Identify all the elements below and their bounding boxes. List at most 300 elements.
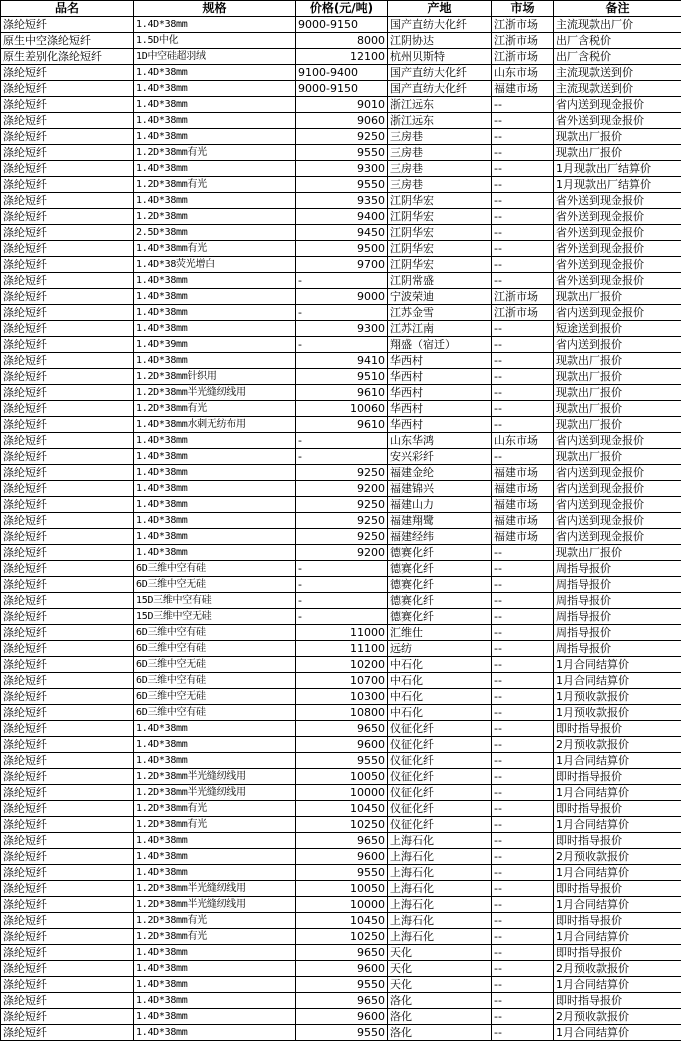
spec-cell: 1.2D*38mm有光 bbox=[134, 801, 296, 817]
market-cell: -- bbox=[492, 769, 554, 785]
market-cell: -- bbox=[492, 145, 554, 161]
table-row bbox=[1, 273, 681, 289]
origin-cell: 江阴华宏 bbox=[388, 225, 492, 241]
spec-cell: 1.4D*39mm bbox=[134, 337, 296, 353]
table-row bbox=[1, 593, 681, 609]
spec-cell: 1.4D*38mm bbox=[134, 513, 296, 529]
product-cell: 涤纶短纤 bbox=[1, 241, 134, 257]
spec-cell: 15D三维中空无硅 bbox=[134, 609, 296, 625]
table-row bbox=[1, 961, 681, 977]
table-row bbox=[1, 417, 681, 433]
table-row bbox=[1, 385, 681, 401]
table-row bbox=[1, 81, 681, 97]
remark-cell: 省外送到现金报价 bbox=[554, 273, 681, 289]
table-row bbox=[1, 625, 681, 641]
price-cell: 9250 bbox=[296, 465, 388, 481]
spec-cell: 1.4D*38mm bbox=[134, 465, 296, 481]
remark-cell: 现款出厂报价 bbox=[554, 145, 681, 161]
product-cell: 涤纶短纤 bbox=[1, 705, 134, 721]
spec-cell: 6D三维中空有硅 bbox=[134, 673, 296, 689]
market-cell: -- bbox=[492, 449, 554, 465]
remark-cell: 即时指导报价 bbox=[554, 721, 681, 737]
spec-cell: 1.4D*38mm bbox=[134, 849, 296, 865]
table-row bbox=[1, 513, 681, 529]
spec-cell: 1.4D*38mm bbox=[134, 353, 296, 369]
table-row bbox=[1, 497, 681, 513]
table-row bbox=[1, 1009, 681, 1025]
origin-cell: 天化 bbox=[388, 977, 492, 993]
remark-cell: 现款出厂报价 bbox=[554, 289, 681, 305]
product-cell: 涤纶短纤 bbox=[1, 769, 134, 785]
remark-cell: 周指导报价 bbox=[554, 577, 681, 593]
price-cell: 9300 bbox=[296, 161, 388, 177]
price-cell: 9410 bbox=[296, 353, 388, 369]
price-cell: 10800 bbox=[296, 705, 388, 721]
table-row bbox=[1, 305, 681, 321]
origin-cell: 仪征化纤 bbox=[388, 801, 492, 817]
product-cell: 涤纶短纤 bbox=[1, 753, 134, 769]
spec-cell: 1.2D*38mm有光 bbox=[134, 929, 296, 945]
remark-cell: 省内送到现金报价 bbox=[554, 497, 681, 513]
header-remark: 备注 bbox=[554, 1, 681, 17]
spec-cell: 1.2D*38mm半光缝纫线用 bbox=[134, 385, 296, 401]
remark-cell: 省内送到现金报价 bbox=[554, 97, 681, 113]
remark-cell: 1月合同结算价 bbox=[554, 897, 681, 913]
price-cell: 9450 bbox=[296, 225, 388, 241]
remark-cell: 出厂含税价 bbox=[554, 49, 681, 65]
table-row bbox=[1, 769, 681, 785]
spec-cell: 6D三维中空有硅 bbox=[134, 641, 296, 657]
price-cell: 9000 bbox=[296, 289, 388, 305]
remark-cell: 1月合同结算价 bbox=[554, 929, 681, 945]
price-cell: - bbox=[296, 433, 388, 449]
price-cell: 9600 bbox=[296, 737, 388, 753]
origin-cell: 中石化 bbox=[388, 657, 492, 673]
market-cell: -- bbox=[492, 1025, 554, 1041]
market-cell: -- bbox=[492, 113, 554, 129]
table-row bbox=[1, 257, 681, 273]
market-cell: -- bbox=[492, 161, 554, 177]
remark-cell: 1月合同结算价 bbox=[554, 785, 681, 801]
table-row bbox=[1, 689, 681, 705]
table-row bbox=[1, 737, 681, 753]
price-cell: 9610 bbox=[296, 385, 388, 401]
remark-cell: 省外送到现金报价 bbox=[554, 193, 681, 209]
price-cell: 9700 bbox=[296, 257, 388, 273]
price-cell: 9550 bbox=[296, 177, 388, 193]
spec-cell: 1.4D*38mm bbox=[134, 865, 296, 881]
spec-cell: 1.4D*38mm bbox=[134, 289, 296, 305]
table-row bbox=[1, 609, 681, 625]
origin-cell: 天化 bbox=[388, 961, 492, 977]
market-cell: -- bbox=[492, 1009, 554, 1025]
product-cell: 涤纶短纤 bbox=[1, 337, 134, 353]
price-cell: 9200 bbox=[296, 481, 388, 497]
origin-cell: 宁波荣迪 bbox=[388, 289, 492, 305]
spec-cell: 1.4D*38mm bbox=[134, 993, 296, 1009]
product-cell: 涤纶短纤 bbox=[1, 577, 134, 593]
product-cell: 涤纶短纤 bbox=[1, 529, 134, 545]
origin-cell: 华西村 bbox=[388, 369, 492, 385]
remark-cell: 1月现款出厂结算价 bbox=[554, 177, 681, 193]
market-cell: -- bbox=[492, 577, 554, 593]
remark-cell: 省外送到现金报价 bbox=[554, 257, 681, 273]
origin-cell: 仪征化纤 bbox=[388, 753, 492, 769]
table-row bbox=[1, 289, 681, 305]
market-cell: -- bbox=[492, 193, 554, 209]
table-row bbox=[1, 337, 681, 353]
origin-cell: 安兴彩纤 bbox=[388, 449, 492, 465]
product-cell: 涤纶短纤 bbox=[1, 17, 134, 33]
product-cell: 涤纶短纤 bbox=[1, 945, 134, 961]
table-row bbox=[1, 881, 681, 897]
table-row bbox=[1, 673, 681, 689]
remark-cell: 短途送到报价 bbox=[554, 321, 681, 337]
market-cell: 福建市场 bbox=[492, 465, 554, 481]
remark-cell: 即时指导报价 bbox=[554, 833, 681, 849]
origin-cell: 德赛化纤 bbox=[388, 577, 492, 593]
table-row bbox=[1, 369, 681, 385]
spec-cell: 1.4D*38mm bbox=[134, 1025, 296, 1041]
product-cell: 涤纶短纤 bbox=[1, 625, 134, 641]
remark-cell: 主流现款出厂价 bbox=[554, 17, 681, 33]
remark-cell: 即时指导报价 bbox=[554, 913, 681, 929]
table-row bbox=[1, 929, 681, 945]
origin-cell: 华西村 bbox=[388, 353, 492, 369]
origin-cell: 汇维仕 bbox=[388, 625, 492, 641]
product-cell: 涤纶短纤 bbox=[1, 721, 134, 737]
product-cell: 涤纶短纤 bbox=[1, 849, 134, 865]
price-cell: - bbox=[296, 305, 388, 321]
table-row bbox=[1, 17, 681, 33]
origin-cell: 三房巷 bbox=[388, 161, 492, 177]
price-cell: 9060 bbox=[296, 113, 388, 129]
market-cell: -- bbox=[492, 705, 554, 721]
spec-cell: 1.2D*38mm有光 bbox=[134, 177, 296, 193]
product-cell: 涤纶短纤 bbox=[1, 1025, 134, 1041]
product-cell: 涤纶短纤 bbox=[1, 897, 134, 913]
market-cell: -- bbox=[492, 561, 554, 577]
market-cell: -- bbox=[492, 321, 554, 337]
spec-cell: 1.4D*38mm有光 bbox=[134, 241, 296, 257]
table-row bbox=[1, 865, 681, 881]
origin-cell: 福建锦兴 bbox=[388, 481, 492, 497]
market-cell: -- bbox=[492, 97, 554, 113]
remark-cell: 1月合同结算价 bbox=[554, 1025, 681, 1041]
price-cell: 9510 bbox=[296, 369, 388, 385]
price-cell: - bbox=[296, 593, 388, 609]
spec-cell: 1.2D*38mm有光 bbox=[134, 817, 296, 833]
table-row bbox=[1, 529, 681, 545]
market-cell: -- bbox=[492, 865, 554, 881]
origin-cell: 国产直纺大化纤 bbox=[388, 81, 492, 97]
price-cell: 9650 bbox=[296, 993, 388, 1009]
price-cell: 9550 bbox=[296, 977, 388, 993]
remark-cell: 省内送到现金报价 bbox=[554, 465, 681, 481]
table-row bbox=[1, 561, 681, 577]
origin-cell: 上海石化 bbox=[388, 929, 492, 945]
origin-cell: 江苏金雪 bbox=[388, 305, 492, 321]
remark-cell: 省外送到现金报价 bbox=[554, 241, 681, 257]
price-cell: 9600 bbox=[296, 961, 388, 977]
origin-cell: 杭州贝斯特 bbox=[388, 49, 492, 65]
market-cell: -- bbox=[492, 225, 554, 241]
market-cell: -- bbox=[492, 593, 554, 609]
remark-cell: 1月合同结算价 bbox=[554, 657, 681, 673]
spec-cell: 1.2D*38mm半光缝纫线用 bbox=[134, 785, 296, 801]
spec-cell: 6D三维中空有硅 bbox=[134, 705, 296, 721]
remark-cell: 现款出厂报价 bbox=[554, 385, 681, 401]
price-cell: 9500 bbox=[296, 241, 388, 257]
price-cell: 9250 bbox=[296, 129, 388, 145]
table-row bbox=[1, 481, 681, 497]
market-cell: 福建市场 bbox=[492, 497, 554, 513]
product-cell: 涤纶短纤 bbox=[1, 65, 134, 81]
spec-cell: 1.4D*38mm bbox=[134, 273, 296, 289]
origin-cell: 德赛化纤 bbox=[388, 561, 492, 577]
market-cell: 福建市场 bbox=[492, 81, 554, 97]
market-cell: -- bbox=[492, 833, 554, 849]
market-cell: -- bbox=[492, 337, 554, 353]
remark-cell: 省外送到现金报价 bbox=[554, 113, 681, 129]
product-cell: 涤纶短纤 bbox=[1, 513, 134, 529]
origin-cell: 浙江远东 bbox=[388, 97, 492, 113]
spec-cell: 1.4D*38mm bbox=[134, 65, 296, 81]
table-row bbox=[1, 817, 681, 833]
remark-cell: 现款出厂报价 bbox=[554, 417, 681, 433]
spec-cell: 1.4D*38mm bbox=[134, 17, 296, 33]
table-row bbox=[1, 449, 681, 465]
market-cell: -- bbox=[492, 849, 554, 865]
market-cell: 山东市场 bbox=[492, 65, 554, 81]
price-cell: 10250 bbox=[296, 929, 388, 945]
remark-cell: 主流现款送到价 bbox=[554, 65, 681, 81]
price-cell: 10050 bbox=[296, 769, 388, 785]
price-cell: 10250 bbox=[296, 817, 388, 833]
spec-cell: 2.5D*38mm bbox=[134, 225, 296, 241]
table-row bbox=[1, 641, 681, 657]
product-cell: 涤纶短纤 bbox=[1, 913, 134, 929]
origin-cell: 江苏江南 bbox=[388, 321, 492, 337]
remark-cell: 1月现款出厂结算价 bbox=[554, 161, 681, 177]
spec-cell: 1.4D*38mm bbox=[134, 129, 296, 145]
market-cell: -- bbox=[492, 257, 554, 273]
table-row bbox=[1, 721, 681, 737]
price-cell: 9650 bbox=[296, 833, 388, 849]
product-cell: 涤纶短纤 bbox=[1, 865, 134, 881]
spec-cell: 1.4D*38mm bbox=[134, 529, 296, 545]
remark-cell: 省内送到现金报价 bbox=[554, 513, 681, 529]
spec-cell: 1.4D*38mm bbox=[134, 721, 296, 737]
origin-cell: 中石化 bbox=[388, 705, 492, 721]
remark-cell: 省内送到现金报价 bbox=[554, 305, 681, 321]
price-cell: - bbox=[296, 337, 388, 353]
market-cell: -- bbox=[492, 977, 554, 993]
product-cell: 原生中空涤纶短纤 bbox=[1, 33, 134, 49]
origin-cell: 华西村 bbox=[388, 385, 492, 401]
table-row bbox=[1, 913, 681, 929]
origin-cell: 翔盛（宿迁） bbox=[388, 337, 492, 353]
remark-cell: 即时指导报价 bbox=[554, 769, 681, 785]
table-row bbox=[1, 113, 681, 129]
product-cell: 涤纶短纤 bbox=[1, 449, 134, 465]
product-cell: 涤纶短纤 bbox=[1, 977, 134, 993]
spec-cell: 1.4D*38mm bbox=[134, 113, 296, 129]
product-cell: 涤纶短纤 bbox=[1, 657, 134, 673]
product-cell: 涤纶短纤 bbox=[1, 689, 134, 705]
market-cell: -- bbox=[492, 673, 554, 689]
spec-cell: 1.2D*38mm半光缝纫线用 bbox=[134, 769, 296, 785]
spec-cell: 1D中空硅超羽绒 bbox=[134, 49, 296, 65]
market-cell: -- bbox=[492, 881, 554, 897]
remark-cell: 周指导报价 bbox=[554, 625, 681, 641]
price-cell: 12100 bbox=[296, 49, 388, 65]
spec-cell: 1.5D中化 bbox=[134, 33, 296, 49]
spec-cell: 1.2D*38mm有光 bbox=[134, 145, 296, 161]
remark-cell: 现款出厂报价 bbox=[554, 401, 681, 417]
origin-cell: 福建金纶 bbox=[388, 465, 492, 481]
table-row bbox=[1, 161, 681, 177]
header-market: 市场 bbox=[492, 1, 554, 17]
spec-cell: 1.4D*38mm bbox=[134, 161, 296, 177]
market-cell: -- bbox=[492, 929, 554, 945]
spec-cell: 6D三维中空无硅 bbox=[134, 689, 296, 705]
origin-cell: 江阴华宏 bbox=[388, 193, 492, 209]
table-row bbox=[1, 129, 681, 145]
spec-cell: 1.2D*38mm针织用 bbox=[134, 369, 296, 385]
product-cell: 涤纶短纤 bbox=[1, 305, 134, 321]
product-cell: 涤纶短纤 bbox=[1, 257, 134, 273]
market-cell: 福建市场 bbox=[492, 481, 554, 497]
origin-cell: 上海石化 bbox=[388, 849, 492, 865]
table-row bbox=[1, 849, 681, 865]
market-cell: -- bbox=[492, 897, 554, 913]
market-cell: -- bbox=[492, 721, 554, 737]
market-cell: 江浙市场 bbox=[492, 305, 554, 321]
remark-cell: 2月预收款报价 bbox=[554, 849, 681, 865]
remark-cell: 1月合同结算价 bbox=[554, 673, 681, 689]
table-row bbox=[1, 241, 681, 257]
market-cell: -- bbox=[492, 913, 554, 929]
price-cell: 9350 bbox=[296, 193, 388, 209]
price-cell: - bbox=[296, 449, 388, 465]
price-cell: 9600 bbox=[296, 849, 388, 865]
product-cell: 涤纶短纤 bbox=[1, 401, 134, 417]
remark-cell: 主流现款送到价 bbox=[554, 81, 681, 97]
product-cell: 涤纶短纤 bbox=[1, 641, 134, 657]
market-cell: -- bbox=[492, 801, 554, 817]
market-cell: -- bbox=[492, 417, 554, 433]
table-row bbox=[1, 753, 681, 769]
price-cell: 8000 bbox=[296, 33, 388, 49]
price-cell: 11100 bbox=[296, 641, 388, 657]
spec-cell: 1.4D*38mm水刺无纺布用 bbox=[134, 417, 296, 433]
origin-cell: 福建翔鹭 bbox=[388, 513, 492, 529]
table-row bbox=[1, 321, 681, 337]
price-cell: 10000 bbox=[296, 785, 388, 801]
market-cell: -- bbox=[492, 209, 554, 225]
table-row bbox=[1, 705, 681, 721]
table-row bbox=[1, 785, 681, 801]
origin-cell: 三房巷 bbox=[388, 129, 492, 145]
remark-cell: 现款出厂报价 bbox=[554, 353, 681, 369]
origin-cell: 德赛化纤 bbox=[388, 593, 492, 609]
market-cell: -- bbox=[492, 657, 554, 673]
spec-cell: 6D三维中空无硅 bbox=[134, 657, 296, 673]
price-cell: 9100-9400 bbox=[296, 65, 388, 81]
origin-cell: 江阴华宏 bbox=[388, 257, 492, 273]
remark-cell: 2月预收款报价 bbox=[554, 737, 681, 753]
price-cell: 9550 bbox=[296, 145, 388, 161]
market-cell: -- bbox=[492, 753, 554, 769]
table-row bbox=[1, 1025, 681, 1041]
product-cell: 涤纶短纤 bbox=[1, 369, 134, 385]
remark-cell: 即时指导报价 bbox=[554, 801, 681, 817]
product-cell: 涤纶短纤 bbox=[1, 673, 134, 689]
origin-cell: 三房巷 bbox=[388, 177, 492, 193]
product-cell: 涤纶短纤 bbox=[1, 609, 134, 625]
price-cell: 9650 bbox=[296, 945, 388, 961]
product-cell: 涤纶短纤 bbox=[1, 209, 134, 225]
product-cell: 涤纶短纤 bbox=[1, 385, 134, 401]
header-price: 价格(元/吨) bbox=[296, 1, 388, 17]
origin-cell: 浙江远东 bbox=[388, 113, 492, 129]
origin-cell: 三房巷 bbox=[388, 145, 492, 161]
market-cell: -- bbox=[492, 241, 554, 257]
spec-cell: 1.4D*38mm bbox=[134, 737, 296, 753]
market-cell: -- bbox=[492, 993, 554, 1009]
remark-cell: 省内送到现金报价 bbox=[554, 481, 681, 497]
table-row bbox=[1, 97, 681, 113]
spec-cell: 1.2D*38mm bbox=[134, 209, 296, 225]
remark-cell: 现款出厂报价 bbox=[554, 369, 681, 385]
spec-cell: 1.2D*38mm有光 bbox=[134, 401, 296, 417]
price-cell: 9610 bbox=[296, 417, 388, 433]
product-cell: 涤纶短纤 bbox=[1, 177, 134, 193]
price-cell: 10060 bbox=[296, 401, 388, 417]
spec-cell: 1.2D*38mm半光缝纫线用 bbox=[134, 897, 296, 913]
remark-cell: 省内送到报价 bbox=[554, 337, 681, 353]
product-cell: 涤纶短纤 bbox=[1, 321, 134, 337]
price-cell: 9300 bbox=[296, 321, 388, 337]
table-row bbox=[1, 945, 681, 961]
origin-cell: 仪征化纤 bbox=[388, 769, 492, 785]
spec-cell: 1.4D*38mm bbox=[134, 305, 296, 321]
price-cell: 10050 bbox=[296, 881, 388, 897]
remark-cell: 1月合同结算价 bbox=[554, 977, 681, 993]
remark-cell: 2月预收款报价 bbox=[554, 1009, 681, 1025]
spec-cell: 6D三维中空有硅 bbox=[134, 561, 296, 577]
price-cell: 10000 bbox=[296, 897, 388, 913]
price-cell: 9550 bbox=[296, 1025, 388, 1041]
origin-cell: 仪征化纤 bbox=[388, 721, 492, 737]
price-cell: 10450 bbox=[296, 801, 388, 817]
market-cell: -- bbox=[492, 689, 554, 705]
table-row bbox=[1, 177, 681, 193]
origin-cell: 中石化 bbox=[388, 689, 492, 705]
market-cell: 江浙市场 bbox=[492, 33, 554, 49]
origin-cell: 上海石化 bbox=[388, 897, 492, 913]
remark-cell: 周指导报价 bbox=[554, 609, 681, 625]
product-cell: 涤纶短纤 bbox=[1, 801, 134, 817]
origin-cell: 华西村 bbox=[388, 417, 492, 433]
spec-cell: 1.4D*38mm bbox=[134, 97, 296, 113]
origin-cell: 洛化 bbox=[388, 993, 492, 1009]
origin-cell: 洛化 bbox=[388, 1025, 492, 1041]
price-cell: 9250 bbox=[296, 497, 388, 513]
price-cell: - bbox=[296, 273, 388, 289]
table-body bbox=[1, 17, 681, 1041]
